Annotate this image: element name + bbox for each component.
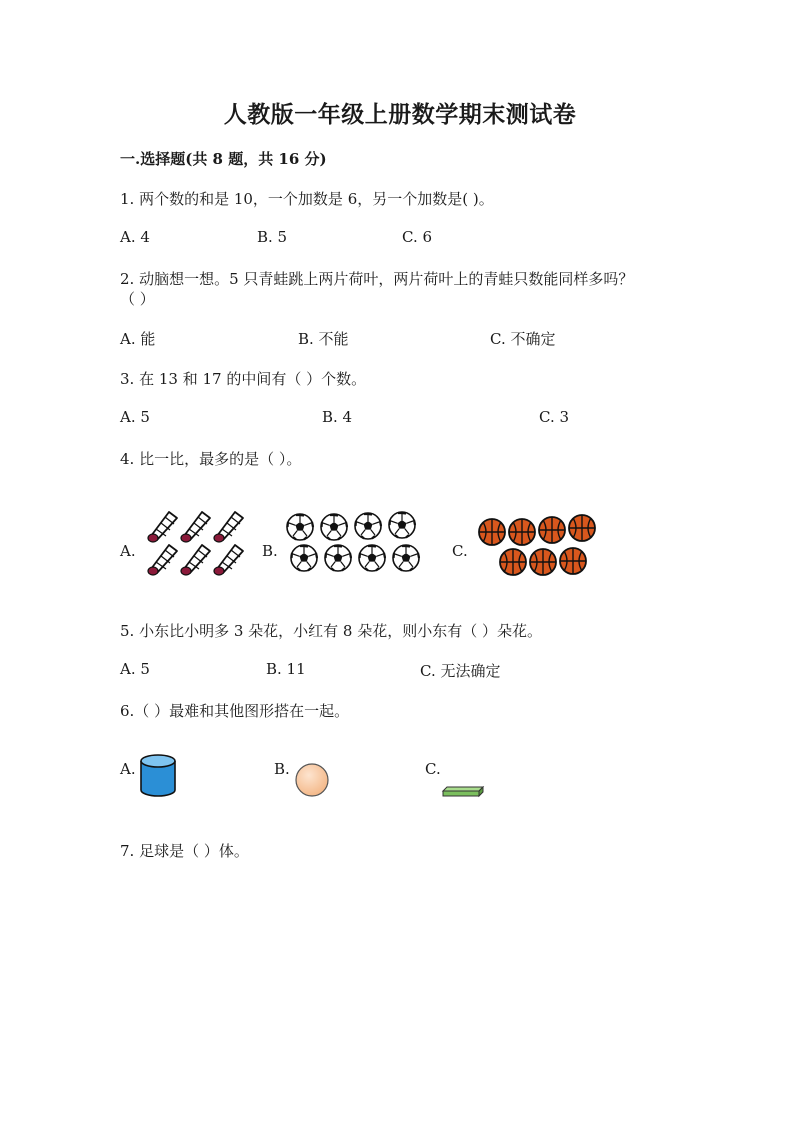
q2-option-b[interactable]: B. 不能 [298, 330, 349, 348]
q6-option-b[interactable]: B. [274, 760, 290, 778]
q4-option-b[interactable]: B. [262, 542, 278, 560]
soccer-ball-group [286, 511, 422, 573]
question-4: 4. 比一比，最多的是（ ）。 [120, 450, 302, 468]
q1-option-b[interactable]: B. 5 [257, 228, 288, 246]
shuttlecock-icon [214, 512, 243, 542]
basketball-icon [539, 517, 565, 543]
soccer-ball-icon [359, 545, 385, 571]
q5-option-c[interactable]: C. 无法确定 [420, 662, 501, 680]
soccer-ball-icon [325, 545, 351, 571]
q5-option-b[interactable]: B. 11 [266, 660, 306, 678]
shuttlecock-icon [181, 512, 210, 542]
question-2: 2. 动脑想一想。5 只青蛙跳上两片荷叶，两片荷叶上的青蛙只数能同样多吗？ [120, 270, 634, 288]
q4-option-c[interactable]: C. [452, 542, 468, 560]
shuttlecock-icon [148, 512, 177, 542]
q5-option-a[interactable]: A. 5 [120, 660, 150, 678]
question-3: 3. 在 13 和 17 的中间有（ ）个数。 [120, 370, 367, 388]
question-2-blank: （ ） [120, 290, 155, 308]
q6-option-c[interactable]: C. [425, 760, 441, 778]
basketball-icon [569, 515, 595, 541]
q1-option-a[interactable]: A. 4 [120, 228, 150, 246]
question-7: 7. 足球是（ ）体。 [120, 842, 249, 860]
question-5: 5. 小东比小明多 3 朵花，小红有 8 朵花，则小东有（ ）朵花。 [120, 622, 543, 640]
section-heading: 一.选择题(共 8 题，共 16 分) [120, 150, 327, 168]
shuttlecock-icon [148, 545, 177, 575]
soccer-ball-icon [291, 545, 317, 571]
basketball-icon [479, 519, 505, 545]
soccer-ball-icon [393, 545, 419, 571]
cuboid-icon [441, 783, 485, 795]
sphere-icon [294, 762, 330, 798]
q3-option-c[interactable]: C. 3 [539, 408, 570, 426]
shuttlecock-group [147, 510, 245, 576]
question-6: 6.（ ）最难和其他图形搭在一起。 [120, 702, 350, 720]
question-1: 1. 两个数的和是 10，一个加数是 6，另一个加数是( )。 [120, 190, 494, 208]
soccer-ball-icon [321, 514, 347, 540]
q2-option-a[interactable]: A. 能 [120, 330, 156, 348]
basketball-group [477, 513, 597, 577]
soccer-ball-icon [389, 512, 415, 538]
basketball-icon [530, 549, 556, 575]
basketball-icon [500, 549, 526, 575]
q4-option-a[interactable]: A. [120, 542, 136, 560]
page-title: 人教版一年级上册数学期末测试卷 [223, 101, 577, 128]
cylinder-icon [138, 753, 178, 799]
q2-option-c[interactable]: C. 不确定 [490, 330, 556, 348]
q3-option-a[interactable]: A. 5 [120, 408, 150, 426]
q1-option-c[interactable]: C. 6 [402, 228, 433, 246]
shuttlecock-icon [181, 545, 210, 575]
q3-option-b[interactable]: B. 4 [322, 408, 353, 426]
q6-option-a[interactable]: A. [120, 760, 136, 778]
basketball-icon [509, 519, 535, 545]
soccer-ball-icon [287, 514, 313, 540]
soccer-ball-icon [355, 513, 381, 539]
basketball-icon [560, 548, 586, 574]
shuttlecock-icon [214, 545, 243, 575]
